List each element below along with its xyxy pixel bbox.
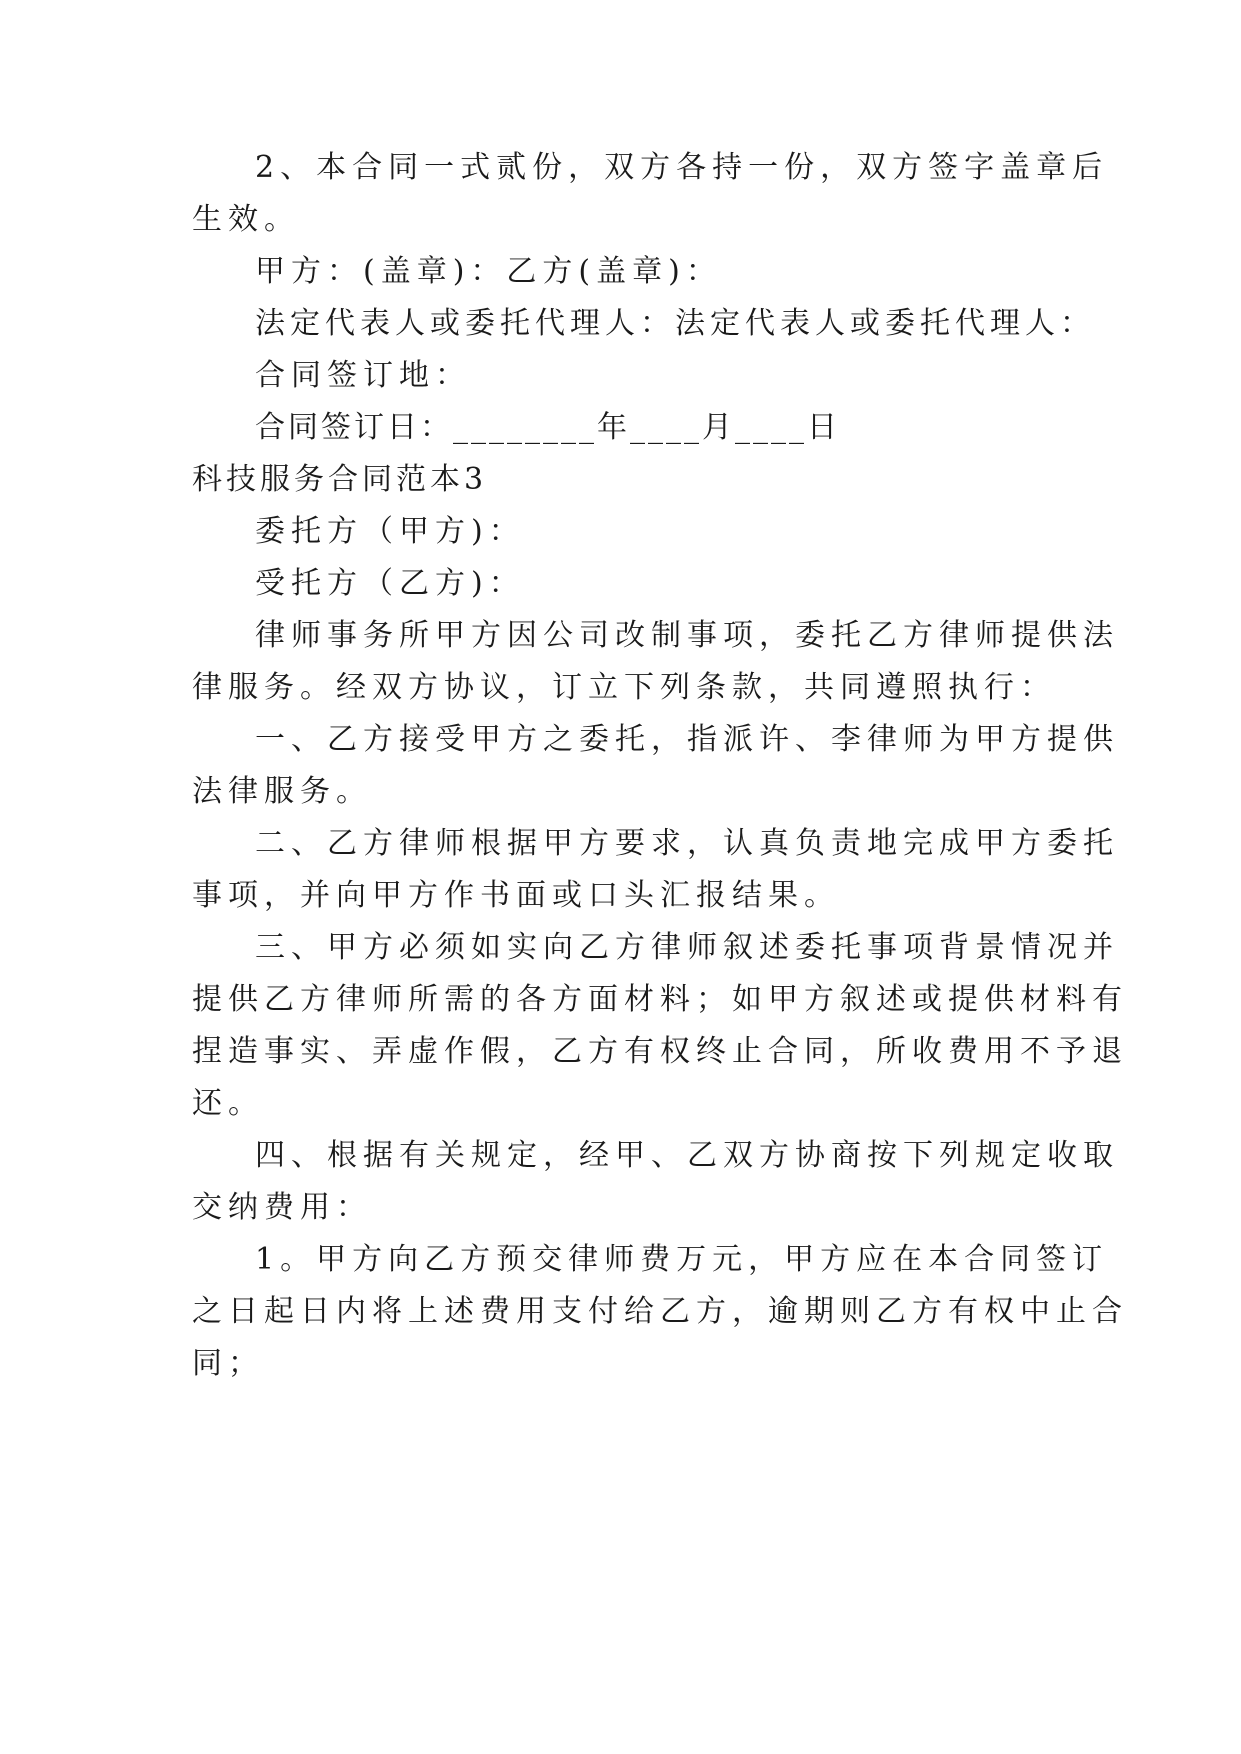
clause-line: 四、根据有关规定，经甲、乙双方协商按下列规定收取 — [255, 1138, 1119, 1173]
clause-line: 之日起日内将上述费用支付给乙方，逾期则乙方有权中止合 — [192, 1294, 1128, 1329]
clause-line: 法律服务。 — [192, 774, 372, 809]
clause-line: 1。甲方向乙方预交律师费万元，甲方应在本合同签订 — [255, 1242, 1109, 1277]
clause-line: 一、乙方接受甲方之委托，指派许、李律师为甲方提供 — [255, 722, 1119, 757]
contractor-line: 受托方（乙方)： — [255, 566, 525, 601]
signature-representative-line: 法定代表人或委托代理人：法定代表人或委托代理人： — [255, 306, 1095, 341]
clause-line: 捏造事实、弄虚作假，乙方有权终止合同，所收费用不予退 — [192, 1034, 1128, 1069]
clause-line: 交纳费用： — [192, 1190, 372, 1225]
signing-place-line: 合同签订地： — [255, 358, 471, 393]
client-line: 委托方（甲方)： — [255, 514, 525, 549]
clause-line: 还。 — [192, 1086, 264, 1121]
clause-line: 提供乙方律师所需的各方面材料；如甲方叙述或提供材料有 — [192, 982, 1128, 1017]
signing-date-line: 合同签订日：________年____月____日 — [255, 410, 840, 445]
paragraph-line: 律师事务所甲方因公司改制事项，委托乙方律师提供法 — [255, 618, 1119, 653]
signature-party-line: 甲方：(盖章)：乙方(盖章)： — [255, 254, 722, 289]
clause-line: 二、乙方律师根据甲方要求，认真负责地完成甲方委托 — [255, 826, 1119, 861]
paragraph-line: 生效。 — [192, 202, 300, 237]
clause-line: 同； — [192, 1346, 264, 1381]
paragraph-line: 律服务。经双方协议，订立下列条款，共同遵照执行： — [192, 670, 1056, 705]
paragraph-line: 2、本合同一式贰份，双方各持一份，双方签字盖章后 — [255, 150, 1109, 185]
clause-line: 事项，并向甲方作书面或口头汇报结果。 — [192, 878, 840, 913]
section-heading: 科技服务合同范本3 — [192, 462, 488, 497]
clause-line: 三、甲方必须如实向乙方律师叙述委托事项背景情况并 — [255, 930, 1119, 965]
